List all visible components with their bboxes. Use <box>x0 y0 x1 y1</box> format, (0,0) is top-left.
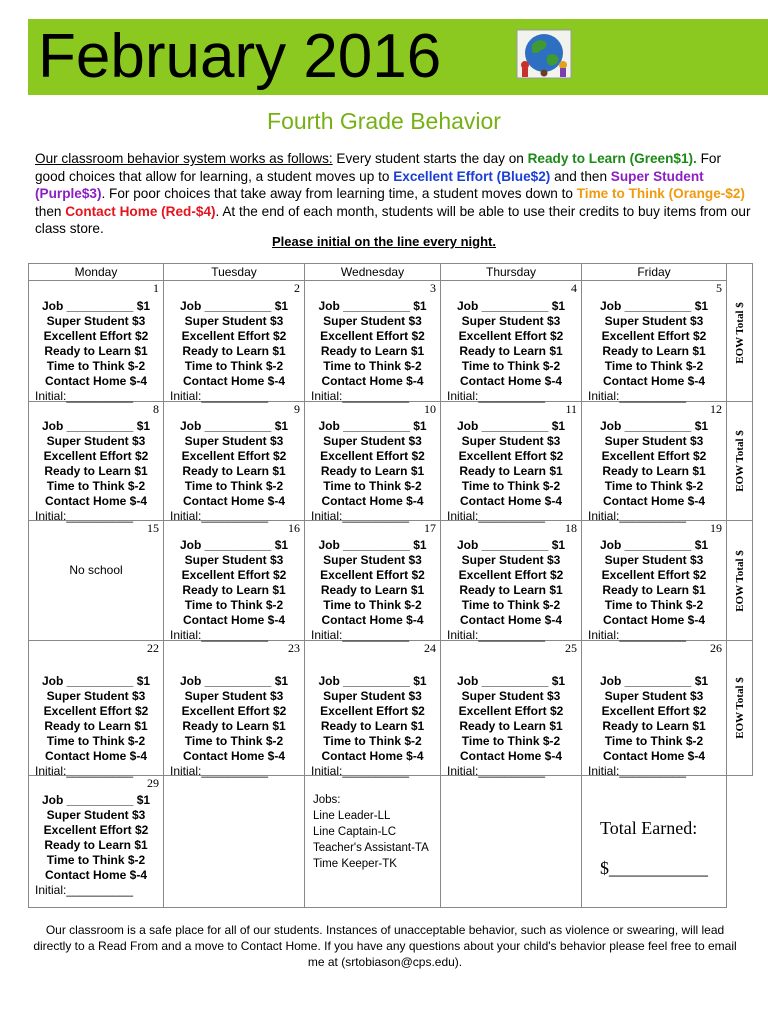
entry-job[interactable]: Job __________ $1 <box>456 419 566 433</box>
eow-label: EOW Total $ <box>733 430 746 492</box>
day-cell <box>305 521 441 641</box>
no-school-label: No school <box>69 563 123 577</box>
entry-super: Super Student $3 <box>604 434 704 448</box>
entry-job[interactable]: Job __________ $1 <box>41 674 151 688</box>
entry-job[interactable]: Job __________ $1 <box>456 674 566 688</box>
entry-excellent: Excellent Effort $2 <box>458 449 564 463</box>
entry-initial[interactable]: Initial:__________ <box>170 764 269 778</box>
entry-super: Super Student $3 <box>184 434 284 448</box>
entry-initial[interactable]: Initial:__________ <box>35 883 134 897</box>
eow-total-week-3[interactable] <box>727 521 753 641</box>
job-item: Line Leader-LL <box>313 810 391 822</box>
intro-text: then <box>35 203 66 219</box>
day-number: 18 <box>565 521 577 535</box>
entry-contact: Contact Home $-4 <box>602 749 706 763</box>
total-earned <box>600 816 708 880</box>
entry-initial[interactable]: Initial:__________ <box>170 509 269 523</box>
week-row <box>29 521 753 641</box>
entry-job[interactable]: Job __________ $1 <box>41 419 151 433</box>
week-row <box>29 402 753 521</box>
entry-job[interactable]: Job __________ $1 <box>599 674 709 688</box>
entry-ready: Ready to Learn $1 <box>44 464 148 478</box>
day-cell <box>29 281 164 402</box>
behavior-entries <box>164 299 304 404</box>
entry-excellent: Excellent Effort $2 <box>601 704 707 718</box>
day-number: 22 <box>147 641 159 655</box>
entry-think: Time to Think $-2 <box>323 598 422 612</box>
entry-job[interactable]: Job __________ $1 <box>599 538 709 552</box>
entry-job[interactable]: Job __________ $1 <box>599 419 709 433</box>
entry-contact: Contact Home $-4 <box>459 374 563 388</box>
day-cell <box>305 402 441 521</box>
entry-think: Time to Think $-2 <box>323 734 422 748</box>
day-cell <box>582 281 727 402</box>
week-row <box>29 776 753 908</box>
entry-think: Time to Think $-2 <box>604 359 704 373</box>
day-number: 4 <box>571 281 577 295</box>
entry-super: Super Student $3 <box>604 689 704 703</box>
day-cell <box>29 402 164 521</box>
entry-super: Super Student $3 <box>323 689 422 703</box>
entry-ready: Ready to Learn $1 <box>459 719 563 733</box>
entry-think: Time to Think $-2 <box>604 598 704 612</box>
entry-ready: Ready to Learn $1 <box>602 583 706 597</box>
initial-instruction: Please initial on the line every night. <box>272 234 496 249</box>
behavior-entries <box>582 299 726 404</box>
entry-ready: Ready to Learn $1 <box>602 344 706 358</box>
intro-paragraph <box>35 150 751 238</box>
intro-text: . For poor choices that take away from learning time, a student moves down to <box>101 186 577 201</box>
entry-super: Super Student $3 <box>461 689 561 703</box>
entry-super: Super Student $3 <box>184 314 284 328</box>
entry-ready: Ready to Learn $1 <box>182 344 286 358</box>
entry-ready: Ready to Learn $1 <box>459 464 563 478</box>
entry-ready: Ready to Learn $1 <box>182 583 286 597</box>
entry-contact: Contact Home $-4 <box>459 749 563 763</box>
entry-contact: Contact Home $-4 <box>459 613 563 627</box>
day-number: 10 <box>424 402 436 416</box>
day-number: 11 <box>565 402 577 416</box>
behavior-entries <box>441 538 581 643</box>
behavior-entries <box>305 419 440 524</box>
behavior-entries <box>582 674 726 779</box>
entry-ready: Ready to Learn $1 <box>44 344 148 358</box>
day-number: 19 <box>710 521 722 535</box>
jobs-cell <box>305 776 441 908</box>
eow-label: EOW Total $ <box>733 301 746 364</box>
entry-initial[interactable]: Initial:__________ <box>311 628 410 642</box>
entry-contact: Contact Home $-4 <box>321 494 424 508</box>
total-earned-line[interactable]: $___________ <box>600 858 708 878</box>
entry-super: Super Student $3 <box>184 553 284 567</box>
day-number: 1 <box>153 281 159 295</box>
entry-contact: Contact Home $-4 <box>602 494 706 508</box>
entry-contact: Contact Home $-4 <box>44 868 148 882</box>
job-item: Time Keeper-TK <box>313 858 397 870</box>
eow-total-week-2[interactable] <box>727 402 753 521</box>
behavior-entries <box>441 419 581 524</box>
weekday-friday: Friday <box>582 264 727 281</box>
day-cell <box>29 776 164 908</box>
intro-text: For good choices that allow for learning, a student moves up to <box>35 151 721 184</box>
entry-initial[interactable]: Initial:__________ <box>170 628 269 642</box>
intro-text: and then <box>550 168 611 184</box>
behavior-entries <box>29 674 163 779</box>
day-number: 8 <box>153 402 159 416</box>
day-cell <box>441 402 582 521</box>
entry-initial[interactable]: Initial:__________ <box>588 389 687 403</box>
entry-job[interactable]: Job __________ $1 <box>318 538 427 552</box>
entry-job[interactable]: Job __________ $1 <box>179 419 289 433</box>
behavior-entries <box>305 299 440 404</box>
behavior-entries <box>29 419 163 524</box>
entry-think: Time to Think $-2 <box>604 734 704 748</box>
entry-job[interactable]: Job __________ $1 <box>41 299 151 313</box>
entry-super: Super Student $3 <box>46 434 146 448</box>
entry-contact: Contact Home $-4 <box>459 494 563 508</box>
entry-think: Time to Think $-2 <box>184 734 284 748</box>
entry-contact: Contact Home $-4 <box>182 374 286 388</box>
empty-cell <box>727 776 753 908</box>
week-row <box>29 641 753 776</box>
entry-initial[interactable]: Initial:__________ <box>447 628 546 642</box>
entry-initial[interactable]: Initial:__________ <box>588 764 687 778</box>
entry-initial[interactable]: Initial:__________ <box>311 509 410 523</box>
entry-super: Super Student $3 <box>184 689 284 703</box>
entry-initial[interactable]: Initial:__________ <box>35 389 134 403</box>
weekday-header-row <box>29 264 753 281</box>
behavior-entries <box>441 674 581 779</box>
think-level: Time to Think (Orange-$2) <box>576 186 745 201</box>
entry-think: Time to Think $-2 <box>604 479 704 493</box>
day-cell <box>441 281 582 402</box>
eow-total-week-1[interactable] <box>727 264 753 402</box>
day-number: 17 <box>424 521 436 535</box>
entry-super: Super Student $3 <box>46 314 146 328</box>
entry-excellent: Excellent Effort $2 <box>181 449 287 463</box>
entry-super: Super Student $3 <box>323 434 422 448</box>
behavior-entries <box>582 419 726 524</box>
entry-think: Time to Think $-2 <box>184 479 284 493</box>
entry-super: Super Student $3 <box>461 434 561 448</box>
behavior-entries <box>164 419 304 524</box>
entry-job[interactable]: Job __________ $1 <box>318 299 427 313</box>
empty-cell <box>164 776 305 908</box>
day-number: 3 <box>430 281 436 295</box>
job-item: Teacher's Assistant-TA <box>313 842 429 854</box>
entry-ready: Ready to Learn $1 <box>602 719 706 733</box>
day-cell <box>582 641 727 776</box>
super-level: Super Student (Purple$3) <box>35 168 704 201</box>
entry-super: Super Student $3 <box>46 808 146 822</box>
day-cell <box>582 402 727 521</box>
entry-contact: Contact Home $-4 <box>182 613 286 627</box>
entry-excellent: Excellent Effort $2 <box>181 568 287 582</box>
entry-super: Super Student $3 <box>604 553 704 567</box>
day-number: 15 <box>147 521 159 535</box>
entry-ready: Ready to Learn $1 <box>320 719 425 733</box>
entry-super: Super Student $3 <box>604 314 704 328</box>
entry-think: Time to Think $-2 <box>323 359 422 373</box>
entry-initial[interactable]: Initial:__________ <box>588 628 687 642</box>
entry-excellent: Excellent Effort $2 <box>320 704 425 718</box>
entry-ready: Ready to Learn $1 <box>182 464 286 478</box>
entry-ready: Ready to Learn $1 <box>44 719 148 733</box>
entry-excellent: Excellent Effort $2 <box>601 568 707 582</box>
day-cell <box>305 281 441 402</box>
day-number: 9 <box>294 402 300 416</box>
entry-contact: Contact Home $-4 <box>602 374 706 388</box>
entry-ready: Ready to Learn $1 <box>459 583 563 597</box>
entry-job[interactable]: Job __________ $1 <box>318 419 427 433</box>
day-cell <box>29 641 164 776</box>
ready-level: Ready to Learn (Green$1). <box>527 151 697 166</box>
entry-contact: Contact Home $-4 <box>44 749 148 763</box>
day-cell <box>441 521 582 641</box>
entry-initial[interactable]: Initial:__________ <box>311 764 410 778</box>
day-cell <box>164 402 305 521</box>
page-subtitle: Fourth Grade Behavior <box>267 108 501 134</box>
entry-ready: Ready to Learn $1 <box>320 583 425 597</box>
intro-text: Every student starts the day on <box>332 151 528 166</box>
entry-think: Time to Think $-2 <box>46 853 146 867</box>
entry-ready: Ready to Learn $1 <box>602 464 706 478</box>
day-cell <box>164 521 305 641</box>
entry-job[interactable]: Job __________ $1 <box>318 674 427 688</box>
entry-think: Time to Think $-2 <box>461 598 561 612</box>
entry-excellent: Excellent Effort $2 <box>43 704 149 718</box>
day-number: 5 <box>716 281 722 295</box>
behavior-entries <box>164 674 304 779</box>
entry-excellent: Excellent Effort $2 <box>320 568 425 582</box>
entry-excellent: Excellent Effort $2 <box>458 329 564 343</box>
entry-think: Time to Think $-2 <box>184 359 284 373</box>
entry-job[interactable]: Job __________ $1 <box>456 538 566 552</box>
entry-super: Super Student $3 <box>323 314 422 328</box>
entry-excellent: Excellent Effort $2 <box>181 704 287 718</box>
entry-excellent: Excellent Effort $2 <box>181 329 287 343</box>
day-number: 25 <box>565 641 577 655</box>
entry-initial[interactable]: Initial:__________ <box>447 764 546 778</box>
entry-ready: Ready to Learn $1 <box>459 344 563 358</box>
footer-note: Our classroom is a safe place for all of our students. Instances of unacceptable behavior, such as violence or swearing, will lead directly to a Read From and a move to Contact Home. If you have any questions about your child's behavior please feel free to email me at (srtobiason@cps.edu). <box>33 923 737 969</box>
entry-contact: Contact Home $-4 <box>182 494 286 508</box>
entry-excellent: Excellent Effort $2 <box>458 568 564 582</box>
entry-excellent: Excellent Effort $2 <box>43 449 149 463</box>
behavior-entries <box>582 538 726 643</box>
behavior-entries <box>164 538 304 643</box>
page-title: February 2016 <box>38 22 442 91</box>
entry-contact: Contact Home $-4 <box>44 494 148 508</box>
behavior-entries <box>441 299 581 404</box>
entry-job[interactable]: Job __________ $1 <box>179 674 289 688</box>
entry-initial[interactable]: Initial:__________ <box>447 509 546 523</box>
entry-think: Time to Think $-2 <box>461 734 561 748</box>
entry-job[interactable]: Job __________ $1 <box>599 299 709 313</box>
entry-initial[interactable]: Initial:__________ <box>35 509 134 523</box>
weekday-thursday: Thursday <box>441 264 582 281</box>
day-cell <box>29 521 164 641</box>
entry-think: Time to Think $-2 <box>323 479 422 493</box>
entry-ready: Ready to Learn $1 <box>182 719 286 733</box>
entry-initial[interactable]: Initial:__________ <box>447 389 546 403</box>
day-cell <box>164 641 305 776</box>
entry-initial[interactable]: Initial:__________ <box>170 389 269 403</box>
day-cell <box>441 641 582 776</box>
entry-excellent: Excellent Effort $2 <box>320 449 425 463</box>
eow-label: EOW Total $ <box>733 677 746 739</box>
weekday-tuesday: Tuesday <box>164 264 305 281</box>
jobs-list <box>313 792 429 872</box>
entry-think: Time to Think $-2 <box>46 734 146 748</box>
day-number: 29 <box>147 776 159 790</box>
day-number: 23 <box>288 641 300 655</box>
intro-text: . At the end of each month, students will be able to use their credits to buy items from our class store. <box>35 203 751 236</box>
behavior-entries <box>29 793 163 898</box>
excellent-level: Excellent Effort (Blue$2) <box>393 168 551 184</box>
jobs-heading: Jobs: <box>313 794 341 806</box>
entry-super: Super Student $3 <box>461 314 561 328</box>
entry-excellent: Excellent Effort $2 <box>458 704 564 718</box>
entry-think: Time to Think $-2 <box>46 359 146 373</box>
total-cell <box>582 776 727 908</box>
entry-contact: Contact Home $-4 <box>602 613 706 627</box>
entry-job[interactable]: Job __________ $1 <box>179 299 289 313</box>
contact-level: Contact Home (Red-$4) <box>65 203 216 219</box>
empty-cell <box>441 776 582 908</box>
entry-ready: Ready to Learn $1 <box>320 344 425 358</box>
entry-initial[interactable]: Initial:__________ <box>588 509 687 523</box>
behavior-entries <box>29 299 163 404</box>
entry-excellent: Excellent Effort $2 <box>43 823 149 837</box>
behavior-entries <box>305 538 440 643</box>
entry-think: Time to Think $-2 <box>461 359 561 373</box>
intro-lead: Our classroom behavior system works as follows: <box>35 151 333 166</box>
entry-think: Time to Think $-2 <box>461 479 561 493</box>
entry-job[interactable]: Job __________ $1 <box>41 793 151 807</box>
day-number: 24 <box>424 641 436 655</box>
entry-super: Super Student $3 <box>46 689 146 703</box>
day-cell <box>305 641 441 776</box>
entry-job[interactable]: Job __________ $1 <box>179 538 289 552</box>
weekday-monday: Monday <box>29 264 164 281</box>
entry-super: Super Student $3 <box>323 553 422 567</box>
eow-total-week-4[interactable] <box>727 641 753 776</box>
total-earned-label: Total Earned: <box>600 818 698 838</box>
globe-kids-icon <box>514 27 574 81</box>
entry-think: Time to Think $-2 <box>184 598 284 612</box>
day-number: 16 <box>288 521 300 535</box>
entry-excellent: Excellent Effort $2 <box>601 329 707 343</box>
entry-contact: Contact Home $-4 <box>321 749 424 763</box>
entry-contact: Contact Home $-4 <box>182 749 286 763</box>
eow-label: EOW Total $ <box>733 549 746 612</box>
entry-contact: Contact Home $-4 <box>44 374 148 388</box>
entry-initial[interactable]: Initial:__________ <box>311 389 410 403</box>
entry-ready: Ready to Learn $1 <box>44 838 148 852</box>
entry-contact: Contact Home $-4 <box>321 613 424 627</box>
day-cell <box>582 521 727 641</box>
entry-think: Time to Think $-2 <box>46 479 146 493</box>
day-number: 12 <box>710 402 722 416</box>
day-cell <box>164 281 305 402</box>
day-number: 2 <box>294 281 300 295</box>
entry-excellent: Excellent Effort $2 <box>601 449 707 463</box>
entry-ready: Ready to Learn $1 <box>320 464 425 478</box>
weekday-wednesday: Wednesday <box>305 264 441 281</box>
behavior-entries <box>305 674 440 779</box>
day-number: 26 <box>710 641 722 655</box>
job-item: Line Captain-LC <box>313 826 397 838</box>
week-row <box>29 281 753 402</box>
entry-super: Super Student $3 <box>461 553 561 567</box>
header-banner <box>28 19 768 95</box>
entry-excellent: Excellent Effort $2 <box>43 329 149 343</box>
behavior-calendar <box>28 263 753 908</box>
entry-contact: Contact Home $-4 <box>321 374 424 388</box>
entry-excellent: Excellent Effort $2 <box>320 329 425 343</box>
entry-initial[interactable]: Initial:__________ <box>35 764 134 778</box>
entry-job[interactable]: Job __________ $1 <box>456 299 566 313</box>
